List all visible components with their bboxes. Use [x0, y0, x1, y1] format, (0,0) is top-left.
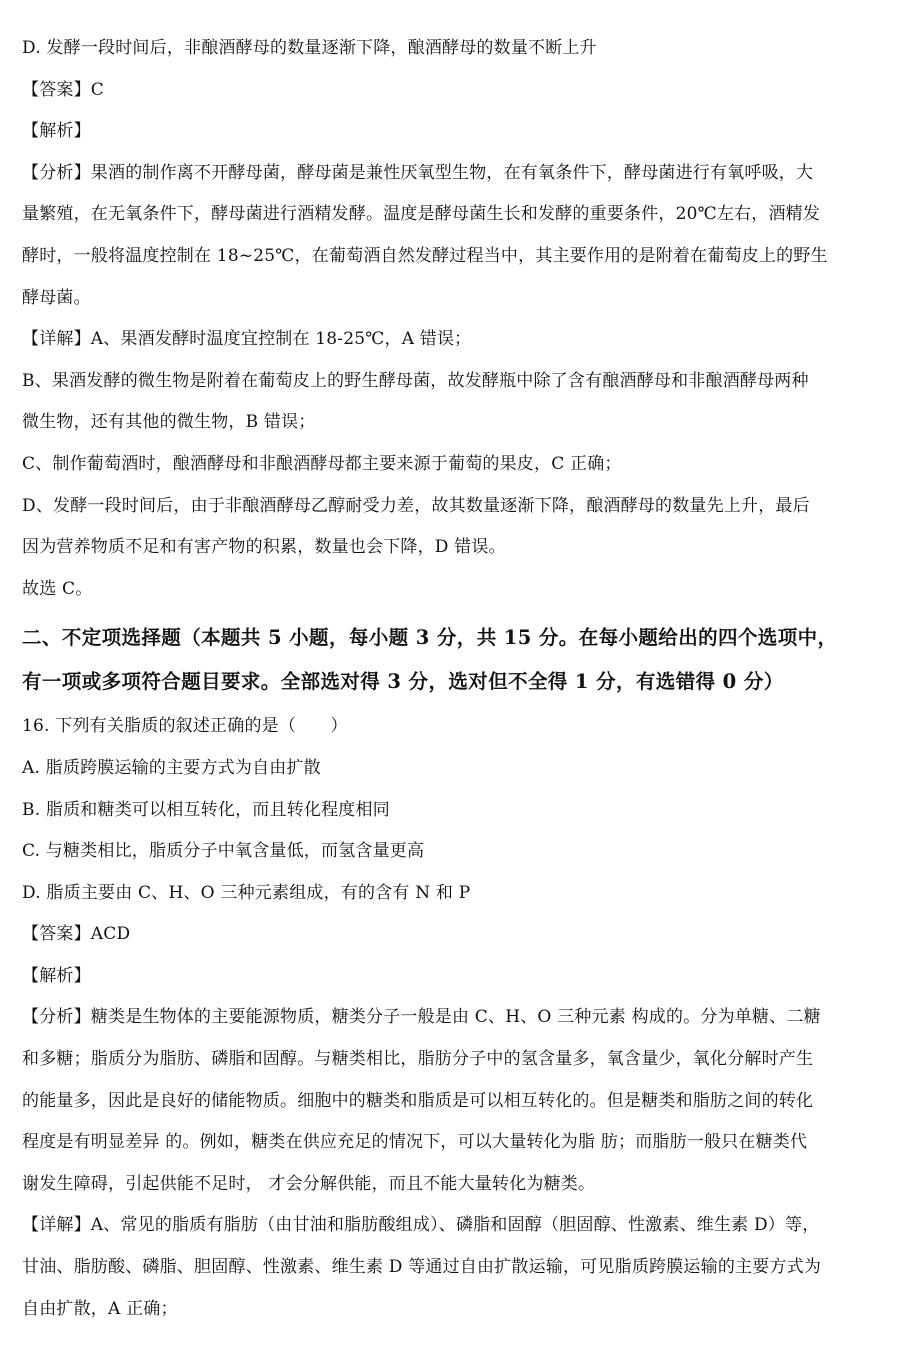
answer-label: 【答案】ACD: [22, 924, 131, 945]
option-d: D. 脂质主要由 C、H、O 三种元素组成，有的含有 N 和 P: [22, 882, 471, 903]
option-b: B. 脂质和糖类可以相互转化，而且转化程度相同: [22, 799, 390, 820]
option-d-line: D. 发酵一段时间后，非酿酒酵母的数量逐渐下降，酿酒酵母的数量不断上升: [22, 38, 597, 58]
conclusion-line: 故选 C。: [22, 578, 93, 599]
option-c: C. 与糖类相比，脂质分子中氧含量低，而氢含量更高: [22, 841, 425, 862]
detail-text-line: C、制作葡萄酒时，酿酒酵母和非酿酒酵母都主要来源于葡萄的果皮，C 正确；: [22, 453, 622, 474]
analysis-text-line: 谢发生障碍，引起供能不足时， 才会分解供能，而且不能大量转化为糖类。: [22, 1173, 596, 1194]
analysis-text-line: 酵母菌。: [22, 287, 91, 308]
detail-text-line: 【详解】A、果酒发酵时温度宜控制在 18-25℃，A 错误；: [22, 329, 472, 350]
analysis-text-line: 【分析】糖类是生物体的主要能源物质，糖类分子一般是由 C、H、O 三种元素 构成的。分为单糖、二糖: [22, 1007, 821, 1028]
analysis-text-line: 程度是有明显差异 的。例如，糖类在供应充足的情况下，可以大量转化为脂 肪；而脂肪一般只在糖类代: [22, 1132, 808, 1153]
analysis-text-line: 酵时，一般将温度控制在 18~25℃，在葡萄酒自然发酵过程当中，其主要作用的是附着在葡萄皮上的野生: [22, 245, 828, 266]
detail-text-line: 因为营养物质不足和有害产物的积累，数量也会下降，D 错误。: [22, 537, 506, 558]
section-heading: 有一项或多项符合题目要求。全部选对得 3 分，选对但不全得 1 分，有选错得 0 分）: [22, 670, 784, 694]
answer-label: 【答案】C: [22, 79, 105, 100]
analysis-label: 【解析】: [22, 965, 91, 986]
detail-text-line: D、发酵一段时间后，由于非酿酒酵母乙醇耐受力差，故其数量逐渐下降，酿酒酵母的数量先上升，最后: [22, 495, 810, 516]
analysis-text-line: 的能量多，因此是良好的储能物质。细胞中的糖类和脂质是可以相互转化的。但是糖类和脂肪之间的转化: [22, 1090, 814, 1111]
analysis-text-line: 和多糖；脂质分为脂肪、磷脂和固醇。与糖类相比，脂肪分子中的氢含量多，氧含量少，氧化分解时产生: [22, 1049, 814, 1070]
question-16-stem: 16. 下列有关脂质的叙述正确的是（ ）: [22, 716, 348, 737]
analysis-text-line: 量繁殖，在无氧条件下，酵母菌进行酒精发酵。温度是酵母菌生长和发酵的重要条件，20℃左右，酒精发: [22, 204, 821, 225]
detail-text-line: 自由扩散，A 正确；: [22, 1298, 178, 1319]
option-a: A. 脂质跨膜运输的主要方式为自由扩散: [22, 757, 321, 778]
section-heading: 二、不定项选择题（本题共 5 小题，每小题 3 分，共 15 分。在每小题给出的四个选项中，: [22, 626, 838, 650]
detail-text-line: B、果酒发酵的微生物是附着在葡萄皮上的野生酵母菌，故发酵瓶中除了含有酿酒酵母和非酿酒酵母两种: [22, 370, 809, 391]
detail-text-line: 【详解】A、常见的脂质有脂肪（由甘油和脂肪酸组成）、磷脂和固醇（胆固醇、性激素、维生素 D）等，: [22, 1215, 820, 1236]
detail-text-line: 甘油、脂肪酸、磷脂、胆固醇、性激素、维生素 D 等通过自由扩散运输，可见脂质跨膜运输的主要方式为: [22, 1257, 822, 1278]
detail-text-line: 微生物，还有其他的微生物，B 错误；: [22, 412, 316, 433]
analysis-text-line: 【分析】果酒的制作离不开酵母菌，酵母菌是兼性厌氧型生物，在有氧条件下，酵母菌进行有氧呼吸，大: [22, 162, 814, 183]
document-page: [22, 28, 884, 1330]
analysis-label: 【解析】: [22, 121, 91, 142]
